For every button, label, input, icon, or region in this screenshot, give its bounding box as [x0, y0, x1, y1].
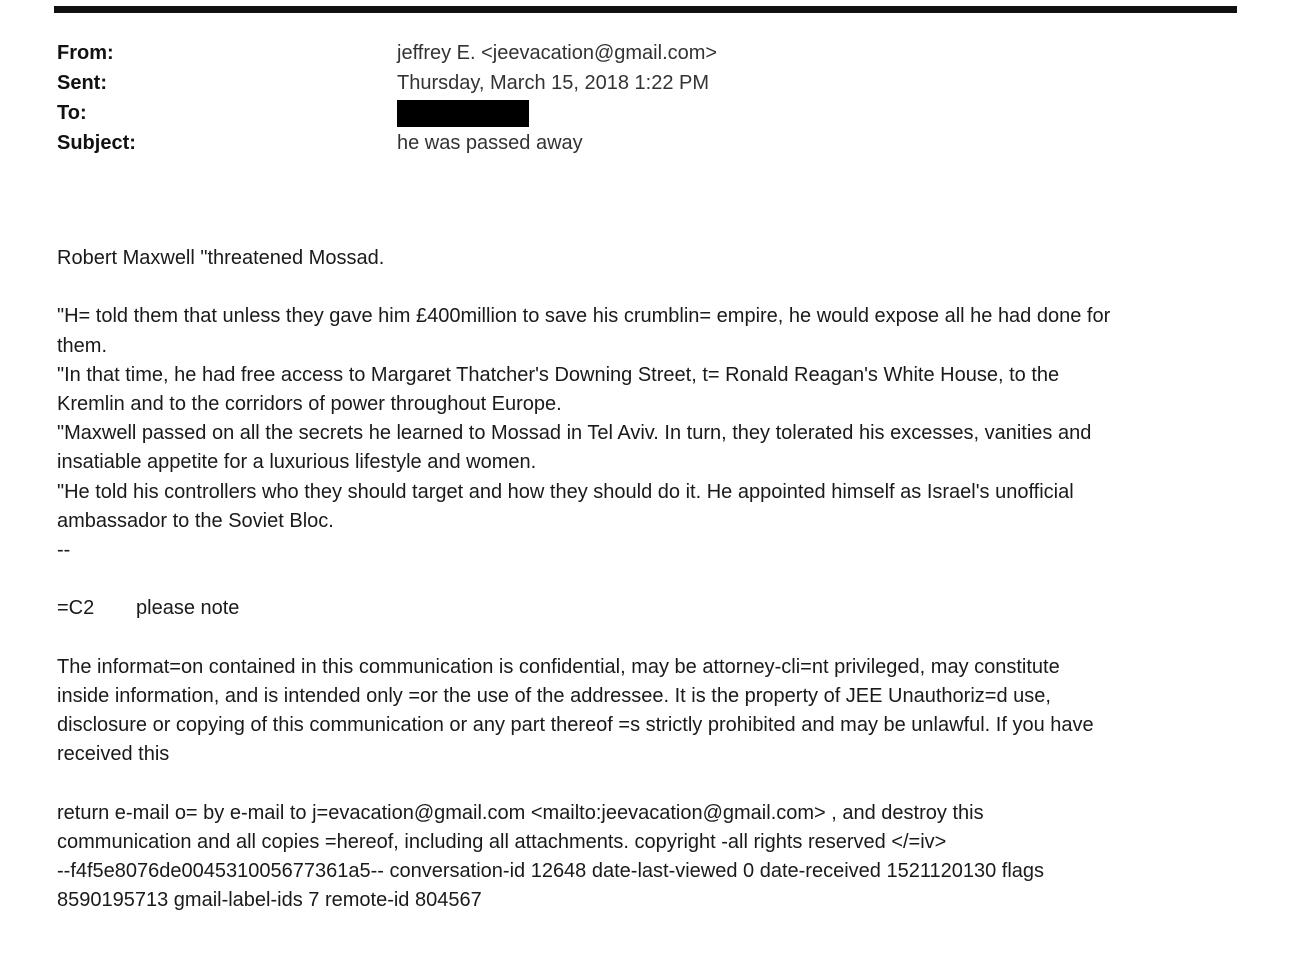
disclaimer-line: inside information, and is intended only =or the use of the addressee. It is the property of JEE Unauthoriz=d use, — [57, 685, 1051, 707]
subject-value: he was passed away — [397, 132, 583, 154]
from-row — [57, 38, 1237, 68]
signature-separator: -- — [57, 539, 71, 562]
body-line: "H= told them that unless they gave him £400million to save his crumblin= empire, he would expose all he had done for — [57, 305, 1111, 328]
body-line: "Maxwell passed on all the secrets he learned to Mossad in Tel Aviv. In turn, they tolerated his excesses, vanities and — [57, 422, 1092, 445]
please-note-line — [57, 594, 1237, 623]
to-row — [57, 98, 1237, 128]
body-line: them. — [57, 334, 108, 357]
body-line: "In that time, he had free access to Margaret Thatcher's Downing Street, t= Ronald Reagan's White House, to the — [57, 363, 1060, 386]
subject-row — [57, 128, 1237, 158]
from-label: From: — [57, 42, 114, 64]
disclaimer-line: received this — [57, 743, 170, 766]
footer-line: --f4f5e8076de004531005677361a5-- conversation-id 12648 date-last-viewed 0 date-received 1521120130 flags — [57, 860, 1045, 883]
email-header — [57, 38, 1237, 158]
note-code: =C2 — [57, 597, 95, 620]
sent-row — [57, 68, 1237, 98]
top-rule-divider — [54, 6, 1237, 13]
blank-line — [57, 624, 1237, 653]
blank-line — [57, 565, 1237, 594]
blank-line — [57, 770, 1237, 799]
footer-line: return e-mail o= by e-mail to j=evacation@gmail.com <mailto:jeevacation@gmail.com> , and destroy this — [57, 801, 984, 824]
note-text: please note — [136, 597, 240, 620]
body-line: Robert Maxwell "threatened Mossad. — [57, 247, 385, 269]
from-value: jeffrey E. <jeevacation@gmail.com> — [397, 42, 718, 64]
disclaimer-line: The informat=on contained in this communication is confidential, may be attorney-cli=nt privileged, may constitute — [57, 655, 1060, 678]
body-line: insatiable appetite for a luxurious lifestyle and women. — [57, 451, 537, 474]
sent-label: Sent: — [57, 72, 107, 94]
to-label: To: — [57, 102, 87, 124]
body-line: Kremlin and to the corridors of power throughout Europe. — [57, 393, 562, 415]
footer-line: 8590195713 gmail-label-ids 7 remote-id 804567 — [57, 889, 482, 912]
sent-value: Thursday, March 15, 2018 1:22 PM — [397, 72, 710, 94]
footer-line: communication and all copies =hereof, including all attachments. copyright -all rights reserved </=iv> — [57, 831, 947, 853]
subject-label: Subject: — [57, 132, 136, 154]
disclaimer-line: disclosure or copying of this communication or any part thereof =s strictly prohibited and may be unlawful. If you have — [57, 714, 1094, 737]
email-body — [57, 244, 1237, 916]
to-redaction-block — [397, 100, 529, 127]
body-line: "He told his controllers who they should target and how they should do it. He appointed himself as Israel's unofficial — [57, 480, 1074, 503]
body-line: ambassador to the Soviet Bloc. — [57, 509, 334, 532]
blank-line — [57, 273, 1237, 302]
